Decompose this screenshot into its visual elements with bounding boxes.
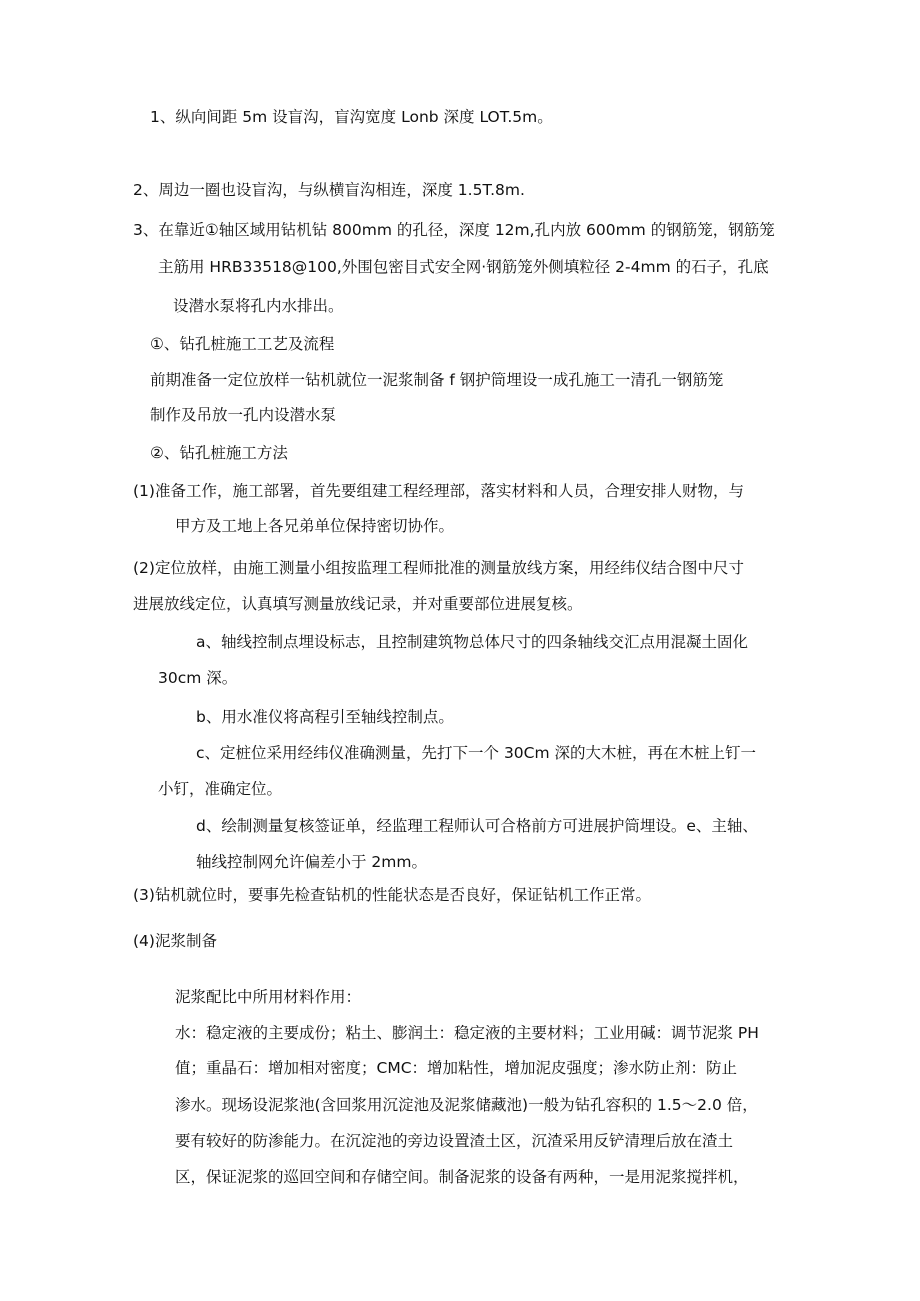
text-line-28: 区，保证泥浆的巡回空间和存储空间。制备泥浆的设备有两种，一是用泥浆搅拌机， [175,1168,749,1186]
text-line-19: d、绘制测量复核签证单，经监理工程师认可合格前方可进展护筒埋设。e、主轴、 [196,817,758,835]
text-line-22: (4)泥浆制备 [133,932,217,950]
text-line-2: 2、周边一圈也设盲沟，与纵横盲沟相连，深度 1.5T.8m. [133,181,525,199]
text-line-16: b、用水准仪将高程引至轴线控制点。 [196,708,454,726]
text-line-4: 主筋用 HRB33518@100,外围包密目式安全网·钢筋笼外侧填粒径 2-4mm 的石子，孔底 [158,258,769,276]
text-line-27: 要有较好的防渗能力。在沉淀池的旁边设置渣土区，沉渣采用反铲清理后放在渣土 [175,1132,734,1150]
text-line-23: 泥浆配比中所用材料作用： [175,988,362,1006]
text-line-26: 渗水。现场设泥浆池(含回浆用沉淀池及泥浆储藏池)一般为钻孔容积的 1.5～2.0 倍， [175,1096,758,1114]
text-line-24: 水：稳定液的主要成份；粘土、膨润土：稳定液的主要材料；工业用碱：调节泥浆 PH [175,1024,759,1042]
text-line-14: a、轴线控制点埋设标志，且控制建筑物总体尺寸的四条轴线交汇点用混凝土固化 [196,633,749,651]
text-line-11: 甲方及工地上各兄弟单位保持密切协作。 [175,517,455,535]
text-line-5: 设潜水泵将孔内水排出。 [173,297,344,315]
text-line-7: 前期准备一定位放样一钻机就位一泥浆制备 f 钢护筒埋设一成孔施工一清孔一钢筋笼 [150,371,724,389]
section-heading-2: ②、钻孔桩施工方法 [150,444,288,462]
text-line-8: 制作及吊放一孔内设潜水泵 [150,406,337,424]
text-line-10: (1)准备工作，施工部署，首先要组建工程经理部，落实材料和人员，合理安排人财物，与 [133,482,744,500]
text-line-1: 1、纵向间距 5m 设盲沟，盲沟宽度 Lonb 深度 LOT.5m。 [150,108,553,126]
text-line-3: 3、在靠近①轴区域用钻机钻 800mm 的孔径，深度 12m,孔内放 600mm 的钢筋笼，钢筋笼 [133,221,775,239]
text-line-12: (2)定位放样，由施工测量小组按监理工程师批准的测量放线方案，用经纬仪结合图中尺寸 [133,559,744,577]
text-line-25: 值；重晶石：增加相对密度；CMC：增加粘性，增加泥皮强度；渗水防止剂：防止 [175,1059,738,1077]
text-line-18: 小钉，准确定位。 [158,780,283,798]
text-line-17: c、定桩位采用经纬仪准确测量，先打下一个 30Cm 深的大木桩，再在木桩上钉一 [196,744,757,762]
text-line-15: 30cm 深。 [158,669,238,687]
text-line-21: (3)钻机就位时，要事先检查钻机的性能状态是否良好，保证钻机工作正常。 [133,886,651,904]
text-line-20: 轴线控制网允许偏差小于 2mm。 [196,853,427,871]
section-heading-1: ①、钻孔桩施工工艺及流程 [150,335,335,353]
text-line-13: 进展放线定位，认真填写测量放线记录，并对重要部位进展复核。 [133,595,583,613]
